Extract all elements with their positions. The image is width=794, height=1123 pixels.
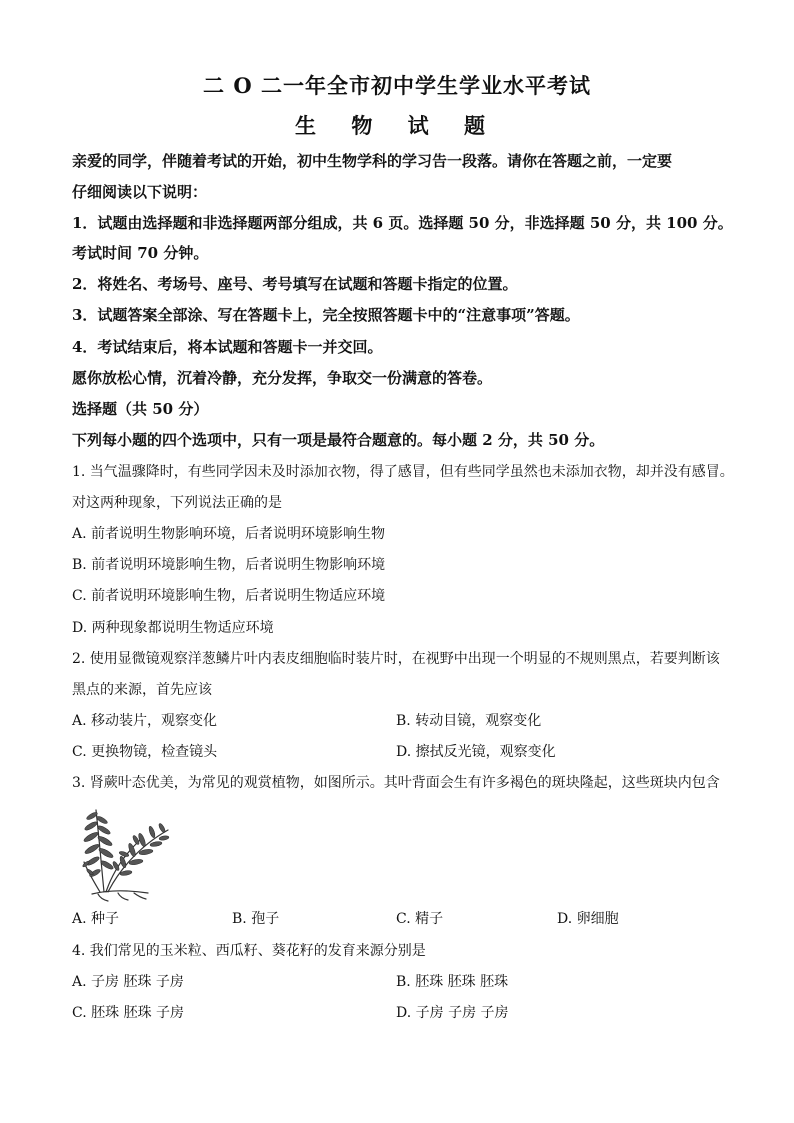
intro-line: 亲爱的同学，伴随着考试的开始，初中生物学科的学习告一段落。请你在答题之前，一定要 [72, 152, 673, 170]
question-4-option-a: A. 子房 胚珠 子房 [72, 974, 184, 990]
section-instruction: 下列每小题的四个选项中，只有一项是最符合题意的。每小题 2 分，共 50 分。 [72, 431, 605, 449]
question-4-option-d: D. 子房 子房 子房 [396, 1005, 509, 1021]
intro-line: 仔细阅读以下说明： [72, 183, 208, 201]
exam-title: 二 O 二一年全市初中学生学业水平考试 [203, 73, 591, 98]
question-1-stem-cont: 对这两种现象，下列说法正确的是 [72, 495, 282, 511]
question-2-stem-cont: 黑点的来源，首先应该 [72, 682, 212, 698]
question-4-option-b: B. 胚珠 胚珠 胚珠 [396, 974, 509, 990]
question-3-option-d: D. 卵细胞 [557, 911, 619, 927]
instruction-rule-2: 2．将姓名、考场号、座号、考号填写在试题和答题卡指定的位置。 [72, 275, 518, 293]
question-2-option-d: D. 擦拭反光镜，观察变化 [396, 744, 556, 760]
question-2-option-a: A. 移动装片，观察变化 [72, 713, 218, 729]
question-1-stem: 1. 当气温骤降时，有些同学因未及时添加衣物，得了感冒，但有些同学虽然也未添加衣物，却并没有感冒。 [72, 464, 734, 480]
section-title: 选择题（共 50 分） [72, 400, 209, 418]
question-4-option-c: C. 胚珠 胚珠 子房 [72, 1005, 185, 1021]
question-1-option-d: D. 两种现象都说明生物适应环境 [72, 620, 274, 636]
question-2-option-c: C. 更换物镜，检查镜头 [72, 744, 218, 760]
question-2-option-b: B. 转动目镜，观察变化 [396, 713, 542, 729]
question-1-option-b: B. 前者说明环境影响生物，后者说明生物影响环境 [72, 557, 386, 573]
instruction-rule-4: 4．考试结束后，将本试题和答题卡一并交回。 [72, 338, 383, 356]
question-3-option-a: A. 种子 [72, 911, 120, 927]
wish-line: 愿你放松心情，沉着冷静，充分发挥，争取交一份满意的答卷。 [72, 369, 493, 387]
instruction-rule-1-cont: 考试时间 70 分钟。 [72, 244, 209, 262]
instruction-rule-3: 3．试题答案全部涂、写在答题卡上，完全按照答题卡中的“注意事项”答题。 [72, 306, 580, 324]
instruction-rule-1: 1．试题由选择题和非选择题两部分组成，共 6 页。选择题 50 分，非选择题 50 分，共 100 分。 [72, 214, 733, 232]
fern-plant-figure [78, 802, 176, 902]
question-3-stem: 3. 肾蕨叶态优美，为常见的观赏植物，如图所示。其叶背面会生有许多褐色的斑块隆起，这些斑块内包含 [72, 775, 720, 791]
question-1-option-a: A. 前者说明生物影响环境，后者说明环境影响生物 [72, 526, 386, 542]
question-2-stem: 2. 使用显微镜观察洋葱鳞片叶内表皮细胞临时装片时，在视野中出现一个明显的不规则黑点，若要判断该 [72, 651, 720, 667]
exam-subtitle: 生 物 试 题 [295, 113, 499, 138]
question-1-option-c: C. 前者说明环境影响生物，后者说明生物适应环境 [72, 588, 386, 604]
question-3-option-b: B. 孢子 [232, 911, 280, 927]
question-3-option-c: C. 精子 [396, 911, 444, 927]
question-4-stem: 4. 我们常见的玉米粒、西瓜籽、葵花籽的发育来源分别是 [72, 943, 426, 959]
